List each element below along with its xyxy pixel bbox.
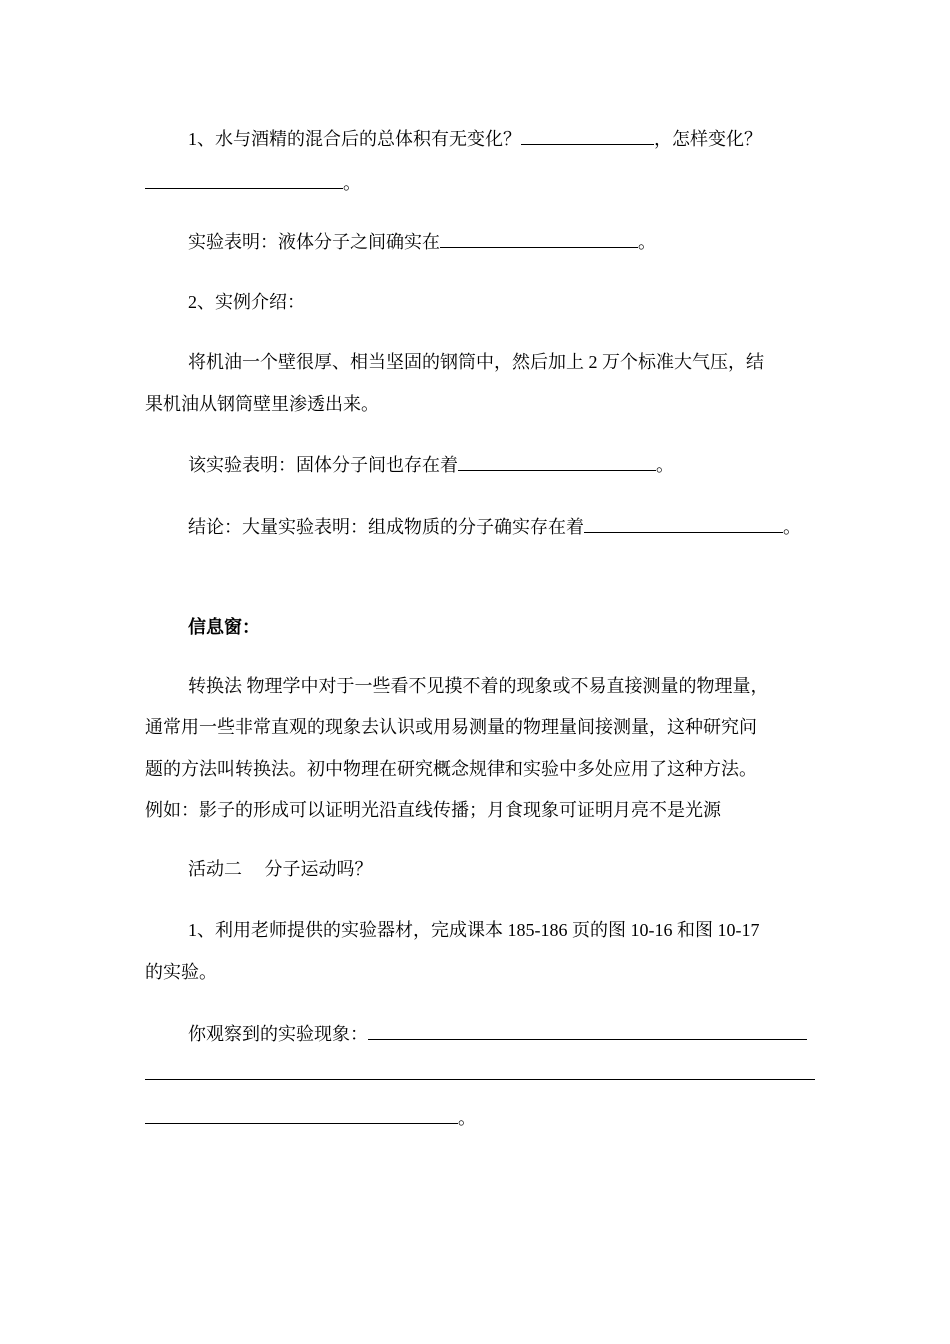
observation-text: 你观察到的实验现象： <box>188 1024 368 1044</box>
answer-blank-observation-3[interactable] <box>145 1105 458 1124</box>
conclusion-end: 。 <box>783 517 801 537</box>
question-1-end: 。 <box>343 173 361 193</box>
info-line-1: 转换法 物理学中对于一些看不见摸不着的现象或不易直接测量的物理量， <box>188 676 769 696</box>
conclusion-text: 结论：大量实验表明：组成物质的分子确实存在着 <box>188 517 584 537</box>
experiment-2-end: 。 <box>656 455 674 475</box>
experiment-2-line <box>188 452 674 477</box>
experiment-1-end: 。 <box>638 232 656 252</box>
answer-blank-how-change[interactable] <box>145 170 343 189</box>
experiment-2-text: 该实验表明：固体分子间也存在着 <box>188 455 458 475</box>
task-1-line-1: 1、利用老师提供的实验器材，完成课本 185-186 页的图 10-16 和图 10-17 <box>188 920 760 940</box>
question-1-text: 1、水与酒精的混合后的总体积有无变化？ <box>188 129 521 149</box>
conclusion-line <box>188 514 801 539</box>
example-line-2: 果机油从钢筒壁里渗透出来。 <box>145 394 379 414</box>
observation-line <box>188 1021 807 1046</box>
example-line-1: 将机油一个壁很厚、相当坚固的钢筒中，然后加上 2 万个标准大气压，结 <box>188 352 764 372</box>
answer-blank-observation-1[interactable] <box>368 1021 807 1040</box>
info-heading: 信息窗： <box>188 617 260 637</box>
experiment-1-line <box>188 229 656 254</box>
question-1-line <box>188 126 762 151</box>
answer-blank-observation-2[interactable] <box>145 1079 815 1080</box>
activity-2-title: 活动二 分子运动吗？ <box>188 859 373 879</box>
info-line-3: 题的方法叫转换法。初中物理在研究概念规律和实验中多处应用了这种方法。 <box>145 759 757 779</box>
question-2-text: 2、实例介绍： <box>188 292 305 312</box>
info-line-4: 例如：影子的形成可以证明光沿直线传播；月食现象可证明月亮不是光源 <box>145 800 721 820</box>
info-line-2: 通常用一些非常直观的现象去认识或用易测量的物理量间接测量，这种研究问 <box>145 717 757 737</box>
question-2-line <box>188 290 305 314</box>
answer-blank-volume-change[interactable] <box>521 126 654 145</box>
answer-blank-conclusion[interactable] <box>584 514 783 533</box>
observation-line-3 <box>145 1105 476 1130</box>
question-1-text-b: ，怎样变化？ <box>654 129 762 149</box>
experiment-1-text: 实验表明：液体分子之间确实在 <box>188 232 440 252</box>
answer-blank-liquid-gap[interactable] <box>440 229 638 248</box>
observation-end: 。 <box>458 1108 476 1128</box>
answer-blank-solid-gap[interactable] <box>458 452 656 471</box>
task-1-line-2: 的实验。 <box>145 962 217 982</box>
question-1-line-2 <box>145 170 361 195</box>
